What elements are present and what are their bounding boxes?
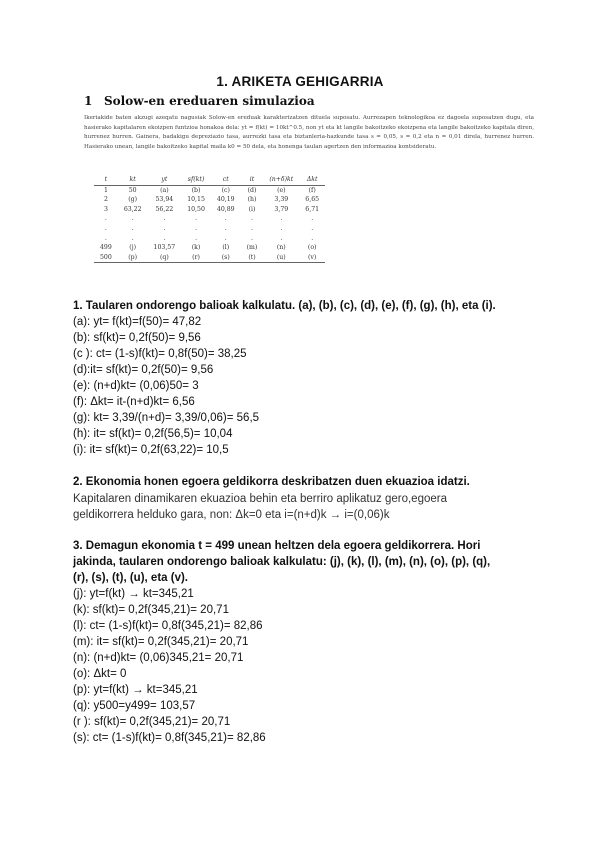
table-cell: 3,79 bbox=[274, 205, 289, 213]
table-cell: (g) bbox=[128, 196, 138, 204]
table-header: t bbox=[94, 175, 118, 185]
table-cell: 10,50 bbox=[187, 205, 205, 213]
q1-answer: (e): (n+d)kt= (0,06)50= 3 bbox=[73, 380, 199, 392]
table-cell: (t) bbox=[241, 253, 264, 263]
table-cell: (a) bbox=[160, 186, 169, 194]
table-cell: . bbox=[280, 234, 283, 242]
table-cell: 499 bbox=[100, 244, 112, 252]
table-cell: . bbox=[250, 224, 253, 232]
table-header: it bbox=[241, 175, 264, 185]
q1-answer: (d):it= sf(kt)= 0,2f(50)= 9,56 bbox=[73, 364, 214, 376]
table-row bbox=[94, 205, 325, 215]
q1-answer: (g): kt= 3,39/(n+d)= 3,39/0,06)= 56,5 bbox=[73, 412, 260, 424]
q3-answer: (s): ct= (1-s)f(kt)= 0,8f(345,21)= 82,86 bbox=[73, 732, 266, 744]
table-cell: (c) bbox=[221, 186, 230, 194]
table-cell: (u) bbox=[263, 253, 299, 263]
table-cell: (f) bbox=[308, 186, 316, 194]
table-cell: 63,22 bbox=[123, 205, 142, 213]
table-cell: (r) bbox=[181, 253, 211, 263]
table-cell: . bbox=[104, 234, 107, 242]
table-cell: . bbox=[311, 215, 314, 223]
table-cell: . bbox=[131, 215, 134, 223]
q1-answer: (a): yt= f(kt)=f(50)= 47,82 bbox=[73, 316, 202, 328]
table-header: yt bbox=[148, 175, 182, 185]
table-cell: (v) bbox=[299, 253, 325, 263]
table-cell: . bbox=[195, 224, 198, 232]
table-cell: . bbox=[250, 215, 253, 223]
table-cell: . bbox=[131, 224, 134, 232]
table-cell: . bbox=[280, 224, 283, 232]
table-cell: (d) bbox=[247, 186, 257, 194]
table-cell: (i) bbox=[248, 205, 256, 213]
table-row bbox=[94, 224, 325, 234]
table-cell: 3,39 bbox=[274, 196, 289, 204]
table-cell: 10,15 bbox=[187, 196, 205, 204]
table-cell: 53,94 bbox=[155, 196, 174, 204]
table-cell: 6,71 bbox=[305, 205, 320, 213]
table-cell: . bbox=[163, 234, 166, 242]
section-number: 1 bbox=[84, 94, 93, 108]
table-body bbox=[94, 185, 325, 263]
table-cell: (q) bbox=[148, 253, 182, 263]
q3-heading: 3. Demagun ekonomia t = 499 unean heltzen dela egoera geldikorrera. Hori bbox=[73, 540, 481, 552]
q1-heading: 1. Taularen ondorengo balioak kalkulatu. (a), (b), (c), (d), (e), (f), (g), (h), eta (i). bbox=[73, 300, 496, 312]
table-cell: 56,22 bbox=[155, 205, 174, 213]
simulation-table bbox=[94, 175, 325, 263]
table-cell: . bbox=[250, 234, 253, 242]
q3-answer: (j): yt=f(kt) → kt=345,21 bbox=[73, 588, 194, 600]
table-cell: . bbox=[311, 234, 314, 242]
table-row bbox=[94, 243, 325, 253]
table-row bbox=[94, 234, 325, 244]
table-header: sf(kt) bbox=[181, 175, 211, 185]
q2-heading: 2. Ekonomia honen egoera geldikorra deskribatzen duen ekuazioa idatzi. bbox=[73, 476, 470, 488]
table-cell: (l) bbox=[222, 244, 230, 252]
table-cell: . bbox=[104, 224, 107, 232]
q3-answer: (q): y500=y499= 103,57 bbox=[73, 700, 196, 712]
q3-answer: (n): (n+d)kt= (0,06)345,21= 20,71 bbox=[73, 652, 244, 664]
table-cell: (h) bbox=[247, 196, 257, 204]
table-header: kt bbox=[118, 175, 148, 185]
table-cell: 40,19 bbox=[216, 196, 235, 204]
table-cell: 6,65 bbox=[305, 196, 320, 204]
page-title: 1. ARIKETA GEHIGARRIA bbox=[216, 74, 384, 89]
q1-answer: (f): Δkt= it-(n+d)kt= 6,56 bbox=[73, 396, 195, 408]
table-cell: . bbox=[224, 215, 227, 223]
table-header: ct bbox=[211, 175, 241, 185]
q3-answer: (p): yt=f(kt) → kt=345,21 bbox=[73, 684, 198, 696]
q2-line: geldikorrera helduko gara, non: Δk=0 eta i=(n+d)k → i=(0,06)k bbox=[73, 509, 390, 521]
embedded-problem-image bbox=[82, 90, 534, 270]
q1-answer: (c ): ct= (1-s)f(kt)= 0,8f(50)= 38,25 bbox=[73, 348, 247, 360]
q3-answer: (k): sf(kt)= 0,2f(345,21)= 20,71 bbox=[73, 604, 229, 616]
table-cell: (o) bbox=[307, 244, 317, 252]
table-header: Δkt bbox=[299, 175, 325, 185]
table-cell: 2 bbox=[103, 196, 108, 204]
table-cell: (j) bbox=[129, 244, 137, 252]
table-cell: . bbox=[195, 215, 198, 223]
table-cell: 50 bbox=[128, 186, 137, 194]
table-cell: 500 bbox=[94, 253, 118, 263]
q3-answer: (o): Δkt= 0 bbox=[73, 668, 127, 680]
table-cell: 3 bbox=[103, 205, 108, 213]
problem-statement: Ikeriakide baten akzugi azeqatu nagusiak Solow-en ereduak karakterizatzen dituela suposatu. Aurrezapen teknologikoa ez dagoela suposatzen dugu, eta hasierako kapitalaren ekoizpen funtzioa honakoa dela: yt = f(kt) = 10kt^0.5, non yt eta kt langile bakoitzeko ekoizpena eta langile bakoitzeko kapitala diren, hurrenez hurren. Gainera, badakigu depreziazio tasa, aurrezki tasa eta biztanleria-hazkunde tasa s = 0,05, s = 0,2 eta n = 0,01 direla, hurrenez hurren. Hasierako unean, langile bakoitzeko kapital maila k0 = 50 dela, eta honenga taulan agertzen den informazioa kontsideratu. bbox=[84, 115, 534, 150]
table-cell: . bbox=[163, 215, 166, 223]
table-cell: . bbox=[311, 224, 314, 232]
table-cell: . bbox=[104, 215, 107, 223]
section-title: Solow-en ereduaren simulazioa bbox=[104, 94, 315, 108]
table-header-row bbox=[94, 175, 325, 185]
q3-answer: (m): it= sf(kt)= 0,2f(345,21)= 20,71 bbox=[73, 636, 249, 648]
table-cell: (e) bbox=[277, 186, 286, 194]
table-row bbox=[94, 195, 325, 205]
q2-line: Kapitalaren dinamikaren ekuazioa behin eta berriro aplikatuz gero,egoera bbox=[73, 493, 447, 505]
q3-heading: (r), (s), (t), (u), eta (v). bbox=[73, 572, 188, 584]
table-cell: . bbox=[224, 224, 227, 232]
table-cell: (n) bbox=[276, 244, 286, 252]
q1-answer: (h): it= sf(kt)= 0,2f(56,5)= 10,04 bbox=[73, 428, 233, 440]
table-cell: 103,57 bbox=[153, 244, 176, 252]
q1-answer: (b): sf(kt)= 0,2f(50)= 9,56 bbox=[73, 332, 201, 344]
q3-heading: jakinda, taularen ondorengo balioak kalkulatu: (j), (k), (l), (m), (n), (o), (p), (q), bbox=[73, 556, 491, 568]
table-cell: 1 bbox=[103, 186, 108, 194]
table-cell: (m) bbox=[246, 244, 258, 252]
table-row bbox=[94, 214, 325, 224]
table-header: (n+δ)kt bbox=[263, 175, 299, 185]
table-cell: . bbox=[280, 215, 283, 223]
table-cell: 40,89 bbox=[216, 205, 235, 213]
q3-answer: (r ): sf(kt)= 0,2f(345,21)= 20,71 bbox=[73, 716, 231, 728]
table-row bbox=[94, 185, 325, 195]
table-row bbox=[94, 253, 325, 263]
table-cell: . bbox=[224, 234, 227, 242]
table-cell: . bbox=[195, 234, 198, 242]
q3-answer: (l): ct= (1-s)f(kt)= 0,8f(345,21)= 82,86 bbox=[73, 620, 263, 632]
table-cell: . bbox=[131, 234, 134, 242]
table-cell: (p) bbox=[118, 253, 148, 263]
q1-answer: (i): it= sf(kt)= 0,2f(63,22)= 10,5 bbox=[73, 444, 229, 456]
table-cell: . bbox=[163, 224, 166, 232]
table-cell: (k) bbox=[191, 244, 201, 252]
table-cell: (b) bbox=[191, 186, 201, 194]
table-cell: (s) bbox=[211, 253, 241, 263]
